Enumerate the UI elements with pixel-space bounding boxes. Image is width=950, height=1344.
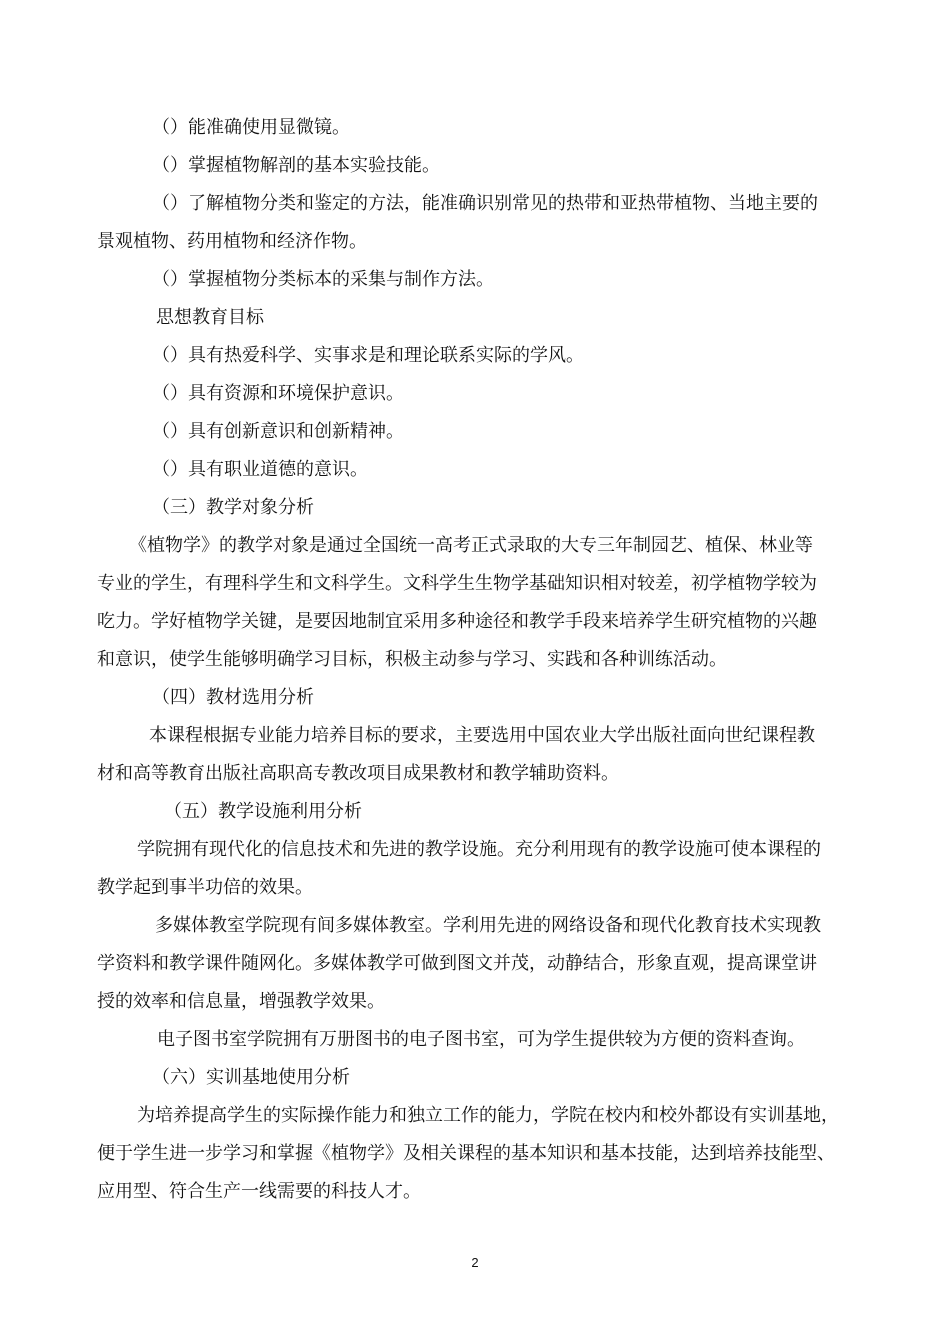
heading-ideological-goals: 思想教育目标 bbox=[156, 307, 264, 328]
para-students-1: 《植物学》的教学对象是通过全国统一高考正式录取的大专三年制园艺、植保、林业等 bbox=[129, 535, 813, 556]
goal-science-spirit: （）具有热爱科学、实事求是和理论联系实际的学风。 bbox=[152, 345, 584, 366]
para-students-4: 和意识，使学生能够明确学习目标，积极主动参与学习、实践和各种训练活动。 bbox=[97, 649, 727, 670]
para-facilities-2: 教学起到事半功倍的效果。 bbox=[97, 877, 313, 898]
para-library: 电子图书室学院拥有万册图书的电子图书室，可为学生提供较为方便的资料查询。 bbox=[157, 1029, 805, 1050]
goal-environment: （）具有资源和环境保护意识。 bbox=[152, 383, 404, 404]
heading-section-5: （五）教学设施利用分析 bbox=[164, 801, 362, 822]
para-multimedia-3: 授的效率和信息量，增强教学效果。 bbox=[97, 991, 385, 1012]
para-training-2: 便于学生进一步学习和掌握《植物学》及相关课程的基本知识和基本技能，达到培养技能型、 bbox=[97, 1143, 835, 1164]
para-facilities-1: 学院拥有现代化的信息技术和先进的教学设施。充分利用现有的教学设施可使本课程的 bbox=[137, 839, 821, 860]
para-textbook-1: 本课程根据专业能力培养目标的要求，主要选用中国农业大学出版社面向世纪课程教 bbox=[149, 725, 815, 746]
objective-anatomy-skill: （）掌握植物解剖的基本实验技能。 bbox=[152, 155, 440, 176]
objective-classification: （）了解植物分类和鉴定的方法，能准确识别常见的热带和亚热带植物、当地主要的 bbox=[152, 193, 818, 214]
heading-section-6: （六）实训基地使用分析 bbox=[152, 1067, 350, 1088]
heading-section-3: （三）教学对象分析 bbox=[152, 497, 314, 518]
para-training-1: 为培养提高学生的实际操作能力和独立工作的能力，学院在校内和校外都设有实训基地， bbox=[137, 1105, 839, 1126]
objective-specimen: （）掌握植物分类标本的采集与制作方法。 bbox=[152, 269, 494, 290]
para-students-2: 专业的学生，有理科学生和文科学生。文科学生生物学基础知识相对较差，初学植物学较为 bbox=[97, 573, 817, 594]
page-number: 2 bbox=[471, 1255, 479, 1270]
para-students-3: 吃力。学好植物学关键，是要因地制宜采用多种途径和教学手段来培养学生研究植物的兴趣 bbox=[97, 611, 817, 632]
para-multimedia-2: 学资料和教学课件随网化。多媒体教学可做到图文并茂，动静结合，形象直观，提高课堂讲 bbox=[97, 953, 817, 974]
objective-microscope: （）能准确使用显微镜。 bbox=[152, 117, 350, 138]
para-training-3: 应用型、符合生产一线需要的科技人才。 bbox=[97, 1181, 421, 1202]
heading-section-4: （四）教材选用分析 bbox=[152, 687, 314, 708]
goal-innovation: （）具有创新意识和创新精神。 bbox=[152, 421, 404, 442]
goal-ethics: （）具有职业道德的意识。 bbox=[152, 459, 368, 480]
para-multimedia-1: 多媒体教室学院现有间多媒体教室。学利用先进的网络设备和现代化教育技术实现教 bbox=[155, 915, 821, 936]
objective-classification-cont: 景观植物、药用植物和经济作物。 bbox=[97, 231, 367, 252]
para-textbook-2: 材和高等教育出版社高职高专教改项目成果教材和教学辅助资料。 bbox=[97, 763, 619, 784]
